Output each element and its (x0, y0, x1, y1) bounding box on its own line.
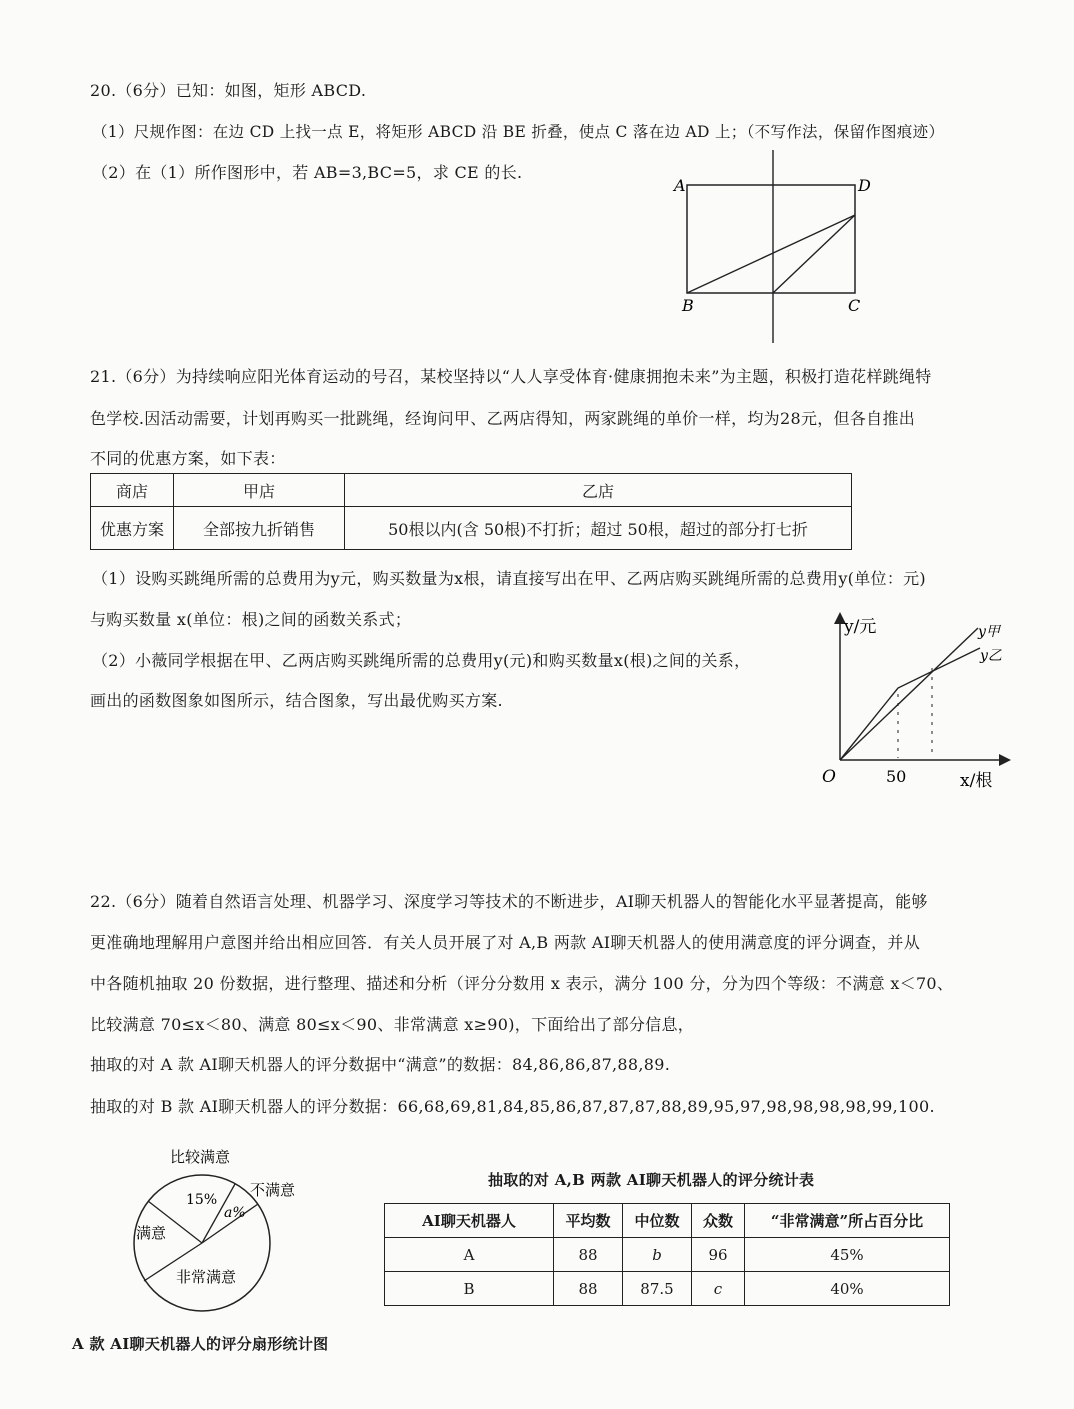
q21-part1-a: （1）设购买跳绳所需的总费用为y元，购买数量为x根，请直接写出在甲、乙两店购买跳绳所需的总费用y(单位：元) (92, 569, 926, 588)
stats-table-title: 抽取的对 A,B 两款 AI聊天机器人的评分统计表 (488, 1171, 815, 1189)
cell-plan-b: 50根以内(含 50根)不打折；超过 50根，超过的部分打七折 (345, 507, 852, 550)
stats-header-mean: 平均数 (554, 1204, 623, 1238)
pie-label-unsatisfied: 不满意 (250, 1181, 296, 1199)
stats-b-pct: 40% (745, 1272, 950, 1306)
cell-plan-a: 全部按九折销售 (174, 507, 345, 550)
stats-header-robot: AI聊天机器人 (385, 1204, 554, 1238)
stats-b-mean: 88 (554, 1272, 623, 1306)
q21-line1: 21.（6分）为持续响应阳光体育运动的号召，某校坚持以“人人享受体育·健康拥抱未来”为主题，积极打造花样跳绳特 (90, 367, 932, 386)
stats-b-robot: B (385, 1272, 554, 1306)
q20-line1: 20.（6分）已知：如图，矩形 ABCD. (90, 81, 367, 100)
q21-line2: 色学校.因活动需要，计划再购买一批跳绳，经询问甲、乙两店得知，两家跳绳的单价一样，均为28元，但各自推出 (90, 409, 916, 428)
stats-a-median: b (623, 1238, 692, 1272)
stats-b-median: 87.5 (623, 1272, 692, 1306)
stats-header-mode: 众数 (692, 1204, 745, 1238)
x-axis-label: x/根 (960, 771, 993, 791)
q22-line5: 抽取的对 A 款 AI聊天机器人的评分数据中“满意”的数据：84,86,86,87,88,89. (90, 1055, 671, 1074)
q22-line1: 22.（6分）随着自然语言处理、机器学习、深度学习等技术的不断进步，AI聊天机器人的智能化水平显著提高，能够 (90, 892, 928, 911)
pie-label-very-satisfied: 非常满意 (176, 1268, 237, 1286)
q22-line2: 更准确地理解用户意图并给出相应回答．有关人员开展了对 A,B 两款 AI聊天机器人的使用满意度的评分调查，并从 (90, 933, 921, 952)
table-row (385, 1272, 950, 1306)
q20-line3: （2）在（1）所作图形中，若 AB=3,BC=5，求 CE 的长. (92, 163, 523, 182)
rectangle-figure (660, 145, 890, 345)
q22-line6: 抽取的对 B 款 AI聊天机器人的评分数据：66,68,69,81,84,85,86,87,87,87,88,89,95,97,98,98,98,98,99,100. (90, 1097, 935, 1116)
cell-store-b: 乙店 (345, 474, 852, 507)
origin-label: O (822, 767, 836, 787)
label-c: C (848, 296, 861, 315)
line-label-a: y甲 (978, 624, 1000, 640)
q21-part2-a: （2）小薇同学根据在甲、乙两店购买跳绳所需的总费用y(元)和购买数量x(根)之间的关系， (92, 651, 751, 670)
line-label-b: y乙 (980, 648, 1002, 664)
stats-b-mode: c (692, 1272, 745, 1306)
label-d: D (858, 176, 871, 195)
pie-chart (100, 1140, 320, 1330)
pie-label-fairly-satisfied: 比较满意 (170, 1148, 231, 1166)
stats-a-robot: A (385, 1238, 554, 1272)
pie-caption: A 款 AI聊天机器人的评分扇形统计图 (72, 1335, 329, 1353)
label-b: B (682, 296, 694, 315)
pie-pct-unsatisfied: a% (224, 1205, 246, 1221)
stats-header-median: 中位数 (623, 1204, 692, 1238)
cell-store-a: 甲店 (174, 474, 345, 507)
cost-graph (810, 610, 1020, 800)
stats-header-pct: “非常满意”所占百分比 (745, 1204, 950, 1238)
q21-part2-b: 画出的函数图象如图所示，结合图象，写出最优购买方案. (90, 691, 503, 710)
cell-plan-header: 优惠方案 (91, 507, 174, 550)
pie-pct-fairly: 15% (186, 1192, 218, 1208)
stats-table (384, 1203, 950, 1306)
pie-label-satisfied: 满意 (136, 1224, 167, 1242)
label-a: A (674, 176, 686, 195)
q20-line2: （1）尺规作图：在边 CD 上找一点 E，将矩形 ABCD 沿 BE 折叠，使点 C 落在边 AD 上；（不写作法，保留作图痕迹） (92, 123, 945, 141)
tick-50: 50 (886, 767, 907, 786)
stats-a-mean: 88 (554, 1238, 623, 1272)
q22-line4: 比较满意 70≤x＜80、满意 80≤x＜90、非常满意 x≥90)，下面给出了部分信息， (90, 1015, 695, 1034)
q21-part1-b: 与购买数量 x(单位：根)之间的函数关系式； (90, 610, 412, 629)
y-axis-label: y/元 (844, 617, 877, 637)
cell-store-header: 商店 (91, 474, 174, 507)
stats-a-pct: 45% (745, 1238, 950, 1272)
discount-table (90, 473, 852, 550)
stats-a-mode: 96 (692, 1238, 745, 1272)
q21-line3: 不同的优惠方案，如下表： (90, 449, 286, 468)
table-row (385, 1238, 950, 1272)
q22-line3: 中各随机抽取 20 份数据，进行整理、描述和分析（评分分数用 x 表示，满分 100 分，分为四个等级：不满意 x＜70、 (90, 974, 954, 993)
